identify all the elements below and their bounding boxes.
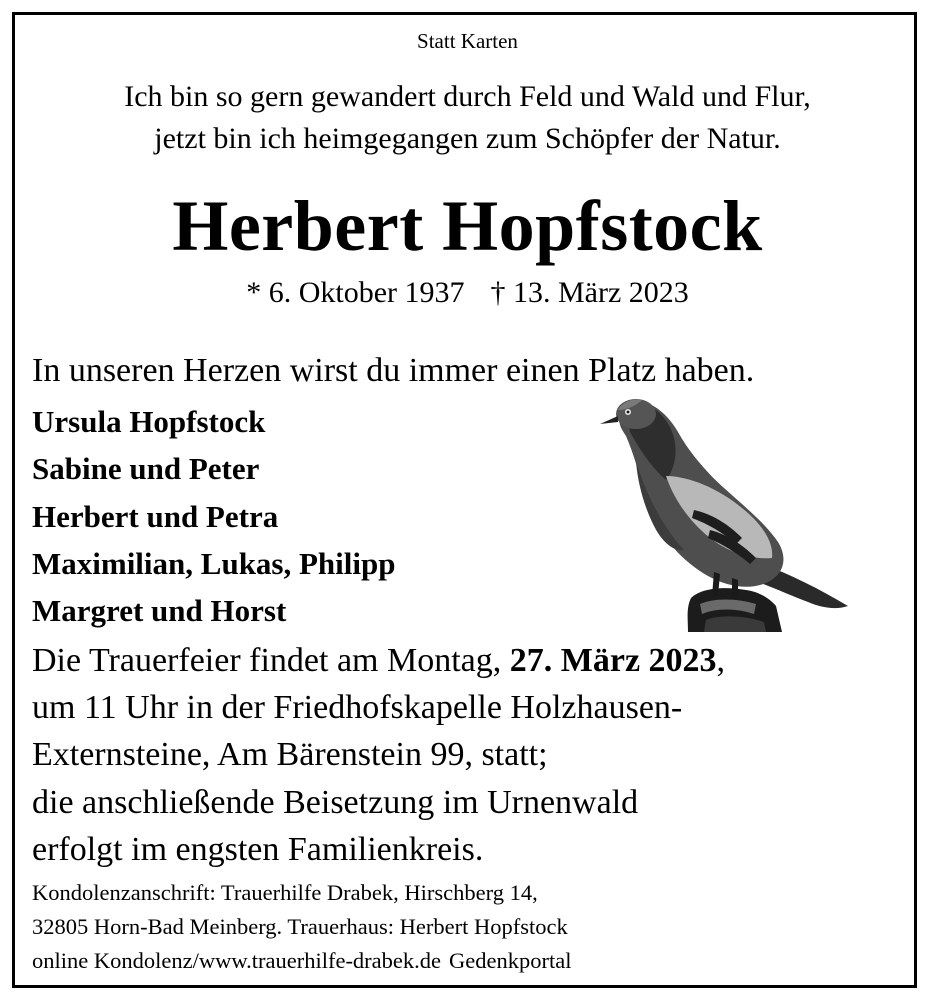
death-date: † 13. März 2023 [490, 276, 689, 309]
service-line-2: um 11 Uhr in der Friedhofskapelle Holzhausen- [32, 689, 683, 726]
memorial-portal-link[interactable]: Gedenkportal [449, 948, 572, 973]
verse-line-2: jetzt bin ich heimgegangen zum Schöpfer der Natur. [154, 122, 781, 155]
family-member: Ursula Hopfstock [32, 404, 266, 439]
online-condolence [32, 948, 571, 974]
birth-date: * 6. Oktober 1937 [246, 276, 465, 309]
condolence-link[interactable]: online Kondolenz/www.trauerhilfe-drabek.de [32, 948, 442, 973]
family-member: Maximilian, Lukas, Philipp [32, 546, 396, 581]
family-member: Herbert und Petra [32, 499, 279, 534]
service-line-4: die anschließende Beisetzung im Urnenwald [32, 784, 639, 821]
life-dates [0, 276, 935, 310]
tribute-line: In unseren Herzen wirst du immer einen Platz haben. [32, 352, 755, 389]
pigeon-beak [600, 416, 618, 424]
condolence-address: Kondolenzanschrift: Trauerhilfe Drabek, Hirschberg 14, [32, 880, 538, 905]
service-line-3: Externsteine, Am Bärenstein 99, statt; [32, 736, 548, 773]
family-member: Margret und Horst [32, 593, 287, 628]
service-date: 27. März 2023 [509, 642, 717, 679]
service-line-5: erfolgt im engsten Familienkreis. [32, 831, 484, 868]
preamble: Statt Karten [417, 29, 518, 53]
deceased-name: Herbert Hopfstock [172, 186, 763, 266]
pigeon-image [596, 392, 854, 632]
mourning-house: 32805 Horn-Bad Meinberg. Trauerhaus: Herbert Hopfstock [32, 914, 568, 939]
family-member: Sabine und Peter [32, 451, 260, 486]
service-line-1: Die Trauerfeier findet am Montag, 27. März 2023, [32, 642, 726, 679]
verse-line-1: Ich bin so gern gewandert durch Feld und Wald und Flur, [124, 80, 811, 113]
